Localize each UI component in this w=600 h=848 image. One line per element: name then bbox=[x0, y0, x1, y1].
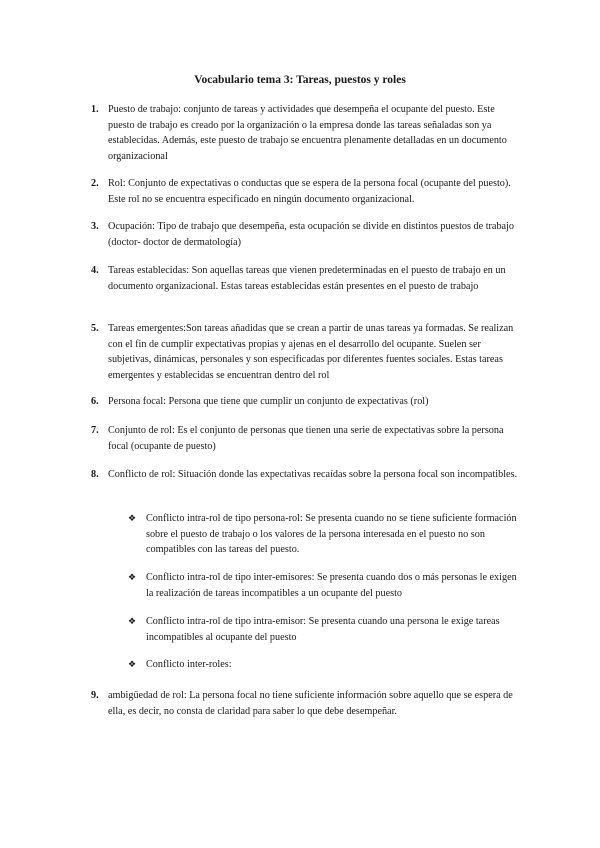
sub-item-text: Conflicto intra-rol de tipo intra-emisor: Se presenta cuando una persona le exige tareas incompatibles al ocupante del puesto bbox=[146, 616, 500, 643]
sub-item-text: Conflicto intra-rol de tipo persona-rol: Se presenta cuando no se tiene suficiente formación sobre el puesto de trabajo o los valores de la persona interesada en el puesto no son compatibles con las tareas del puesto. bbox=[146, 513, 517, 555]
item-number: 3. bbox=[91, 221, 99, 232]
list-item bbox=[91, 423, 521, 454]
page-title: Vocabulario tema 3: Tareas, puestos y roles bbox=[194, 74, 406, 86]
diamond-bullet-icon: ❖ bbox=[128, 659, 137, 669]
item-text: Ocupación: Tipo de trabajo que desempeña, esta ocupación se divide en distintos puestos de trabajo (doctor- doctor de dermatología) bbox=[108, 221, 514, 248]
sub-item-text: Conflicto intra-rol de tipo inter-emisores: Se presenta cuando dos o más personas le exigen la realización de tareas incompatibles a un ocupante del puesto bbox=[146, 572, 517, 599]
item-number: 4. bbox=[91, 265, 99, 276]
item-number: 1. bbox=[91, 104, 99, 115]
list-item bbox=[91, 467, 521, 483]
diamond-bullet-icon: ❖ bbox=[128, 616, 137, 626]
item-text: Persona focal: Persona que tiene que cumplir un conjunto de expectativas (rol) bbox=[108, 396, 429, 407]
item-text: Tareas emergentes:Son tareas añadidas que se crean a partir de unas tareas ya formadas. Se realizan con el fin de cumplir expectativas propias y ajenas en el desarrollo del ocupante. Suelen ser subjetivas, dinámicas, personales y son especificadas por diferentes fuentes sociales. Estas tareas emergentes y establecidas se encuentran dentro del rol bbox=[108, 323, 514, 381]
sub-list-item bbox=[128, 614, 520, 645]
item-number: 2. bbox=[91, 178, 99, 189]
sub-list-item bbox=[128, 570, 520, 601]
diamond-bullet-icon: ❖ bbox=[128, 513, 137, 523]
list-item bbox=[91, 394, 521, 410]
sub-item-text: Conflicto inter-roles: bbox=[146, 659, 232, 670]
sub-list-item bbox=[128, 511, 520, 558]
item-number: 5. bbox=[91, 323, 99, 334]
list-item bbox=[91, 321, 521, 383]
item-number: 7. bbox=[91, 425, 99, 436]
item-text: Conjunto de rol: Es el conjunto de personas que tienen una serie de expectativas sobre la persona focal (ocupante de puesto) bbox=[108, 425, 504, 452]
list-item bbox=[91, 263, 521, 294]
sub-list-item bbox=[128, 657, 520, 673]
item-number: 6. bbox=[91, 396, 99, 407]
item-number: 9. bbox=[91, 690, 99, 701]
item-text: Tareas establecidas: Son aquellas tareas que vienen predeterminadas en el puesto de trabajo en un documento organizacional. Estas tareas establecidas están presentes en el puesto de trabajo bbox=[108, 265, 506, 292]
item-text: Conflicto de rol: Situación donde las expectativas recaídas sobre la persona focal son incompatibles. bbox=[108, 469, 518, 480]
list-item bbox=[91, 688, 521, 719]
list-item bbox=[91, 176, 521, 207]
diamond-bullet-icon: ❖ bbox=[128, 572, 137, 582]
item-text: Puesto de trabajo: conjunto de tareas y actividades que desempeña el ocupante del puesto. Este puesto de trabajo es creado por la organización o la empresa donde las tareas señaladas son ya establecidas. Además, este puesto de trabajo se encuentra plenamente detalladas en un documento organizacional bbox=[108, 104, 507, 162]
item-number: 8. bbox=[91, 469, 99, 480]
list-item bbox=[91, 102, 521, 164]
item-text: Rol: Conjunto de expectativas o conductas que se espera de la persona focal (ocupante del puesto). Este rol no se encuentra especificado en ningún documento organizacional. bbox=[108, 178, 511, 205]
item-text: ambigüedad de rol: La persona focal no tiene suficiente información sobre aquello que se espera de ella, es decir, no consta de claridad para saber lo que debe desempeñar. bbox=[108, 690, 513, 717]
list-item bbox=[91, 219, 521, 250]
